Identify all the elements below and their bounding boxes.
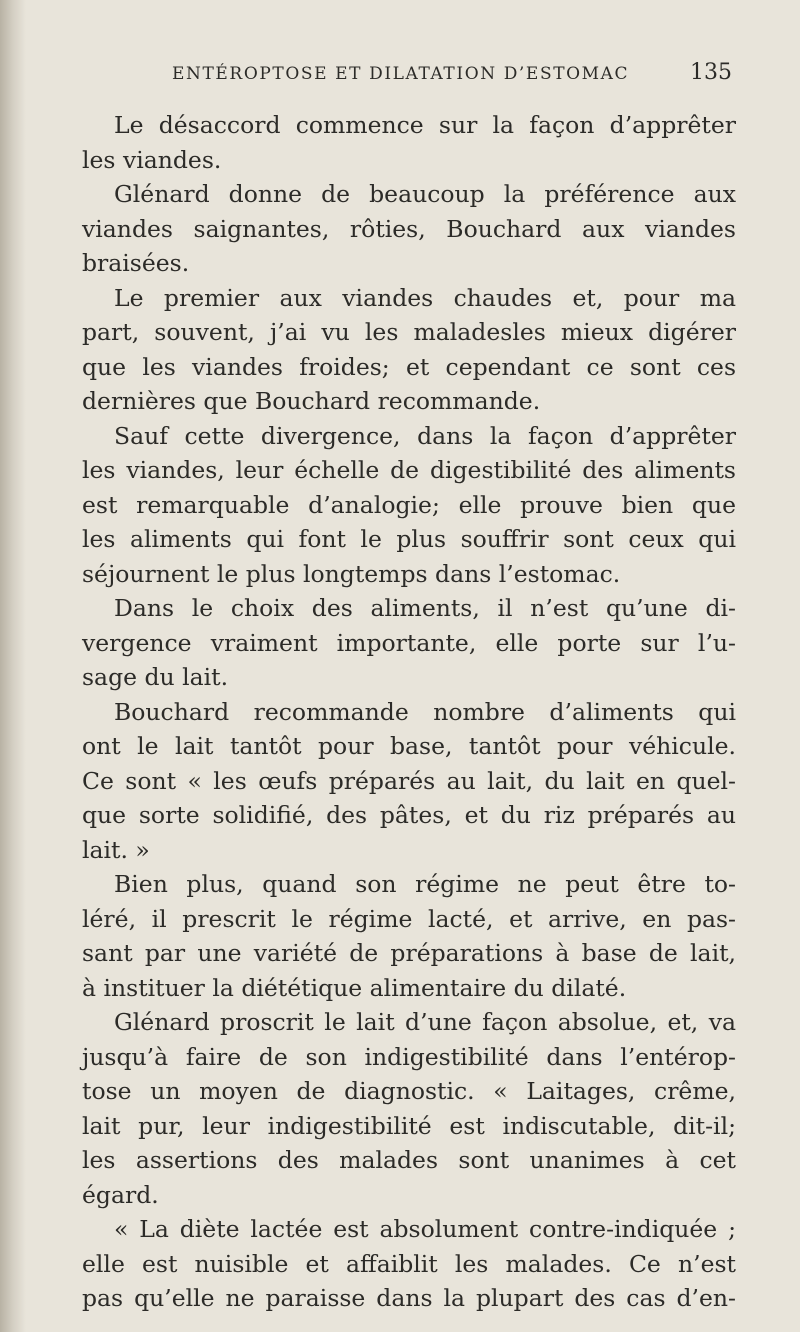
text-line: braisées. — [82, 249, 190, 277]
text-line: Ce sont « les œufs préparés au lait, du lait en quel- — [82, 766, 736, 795]
text-line: vergence vraiment importante, elle porte sur l’u- — [82, 628, 736, 657]
text-line: « La diète lactée est absolument contre-indiquée ; — [114, 1215, 736, 1243]
text-line: pas qu’elle ne paraisse dans la plupart des cas d’en- — [82, 1284, 736, 1312]
text-line: ont le lait tantôt pour base, tantôt pour véhicule. — [82, 732, 736, 760]
text-line: Le désaccord commence sur la façon d’apprêter — [114, 111, 736, 139]
text-line: Glénard donne de beaucoup la préférence aux — [114, 180, 736, 208]
text-line: jusqu’à faire de son indigestibilité dans l’entérop- — [82, 1042, 736, 1071]
text-line: léré, il prescrit le régime lacté, et arrive, en pas- — [82, 904, 736, 933]
text-line: elle est nuisible et affaiblit les malades. Ce n’est — [82, 1249, 736, 1278]
text-line: Glénard proscrit le lait d’une façon absolue, et, va — [114, 1008, 736, 1036]
text-line: égard. — [82, 1180, 159, 1209]
text-line: sant par une variété de préparations à base de lait, — [82, 939, 736, 967]
text-line: sage du lait. — [82, 663, 229, 691]
text-line: part, souvent, j’ai vu les maladesles mieux digérer — [82, 318, 736, 346]
text-line: à instituer la diététique alimentaire du dilaté. — [82, 973, 627, 1002]
body-text — [82, 108, 736, 1316]
text-line: Le premier aux viandes chaudes et, pour ma — [114, 283, 736, 312]
page-header — [172, 60, 732, 92]
text-line: Bouchard recommande nombre d’aliments qui — [114, 697, 736, 726]
text-line: Dans le choix des aliments, il n’est qu’une di- — [114, 594, 736, 622]
text-line: les aliments qui font le plus souffrir sont ceux qui — [82, 525, 736, 553]
text-line: que les viandes froides; et cependant ce sont ces — [82, 352, 736, 381]
text-line: lait. » — [82, 835, 150, 864]
text-line: viandes saignantes, rôties, Bouchard aux viandes — [82, 214, 736, 243]
text-line: les viandes. — [82, 145, 222, 174]
text-line: lait pur, leur indigestibilité est indiscutable, dit-il; — [82, 1111, 736, 1140]
text-line: Bien plus, quand son régime ne peut être to- — [114, 870, 736, 898]
text-line: tose un moyen de diagnostic. « Laitages, crême, — [82, 1077, 736, 1105]
text-line: séjournent le plus longtemps dans l’estomac. — [82, 559, 621, 588]
text-line: les assertions des malades sont unanimes à cet — [82, 1146, 736, 1174]
running-title: ENTÉROPTOSE ET DILATATION D’ESTOMAC — [172, 64, 630, 84]
text-line: est remarquable d’analogie; elle prouve bien que — [82, 490, 736, 519]
page-number: 135 — [690, 60, 732, 85]
text-line: que sorte solidifié, des pâtes, et du riz préparés au — [82, 801, 736, 829]
text-line: les viandes, leur échelle de digestibilité des aliments — [82, 456, 736, 484]
text-line: dernières que Bouchard recommande. — [82, 387, 541, 415]
text-line: Sauf cette divergence, dans la façon d’apprêter — [114, 421, 736, 450]
